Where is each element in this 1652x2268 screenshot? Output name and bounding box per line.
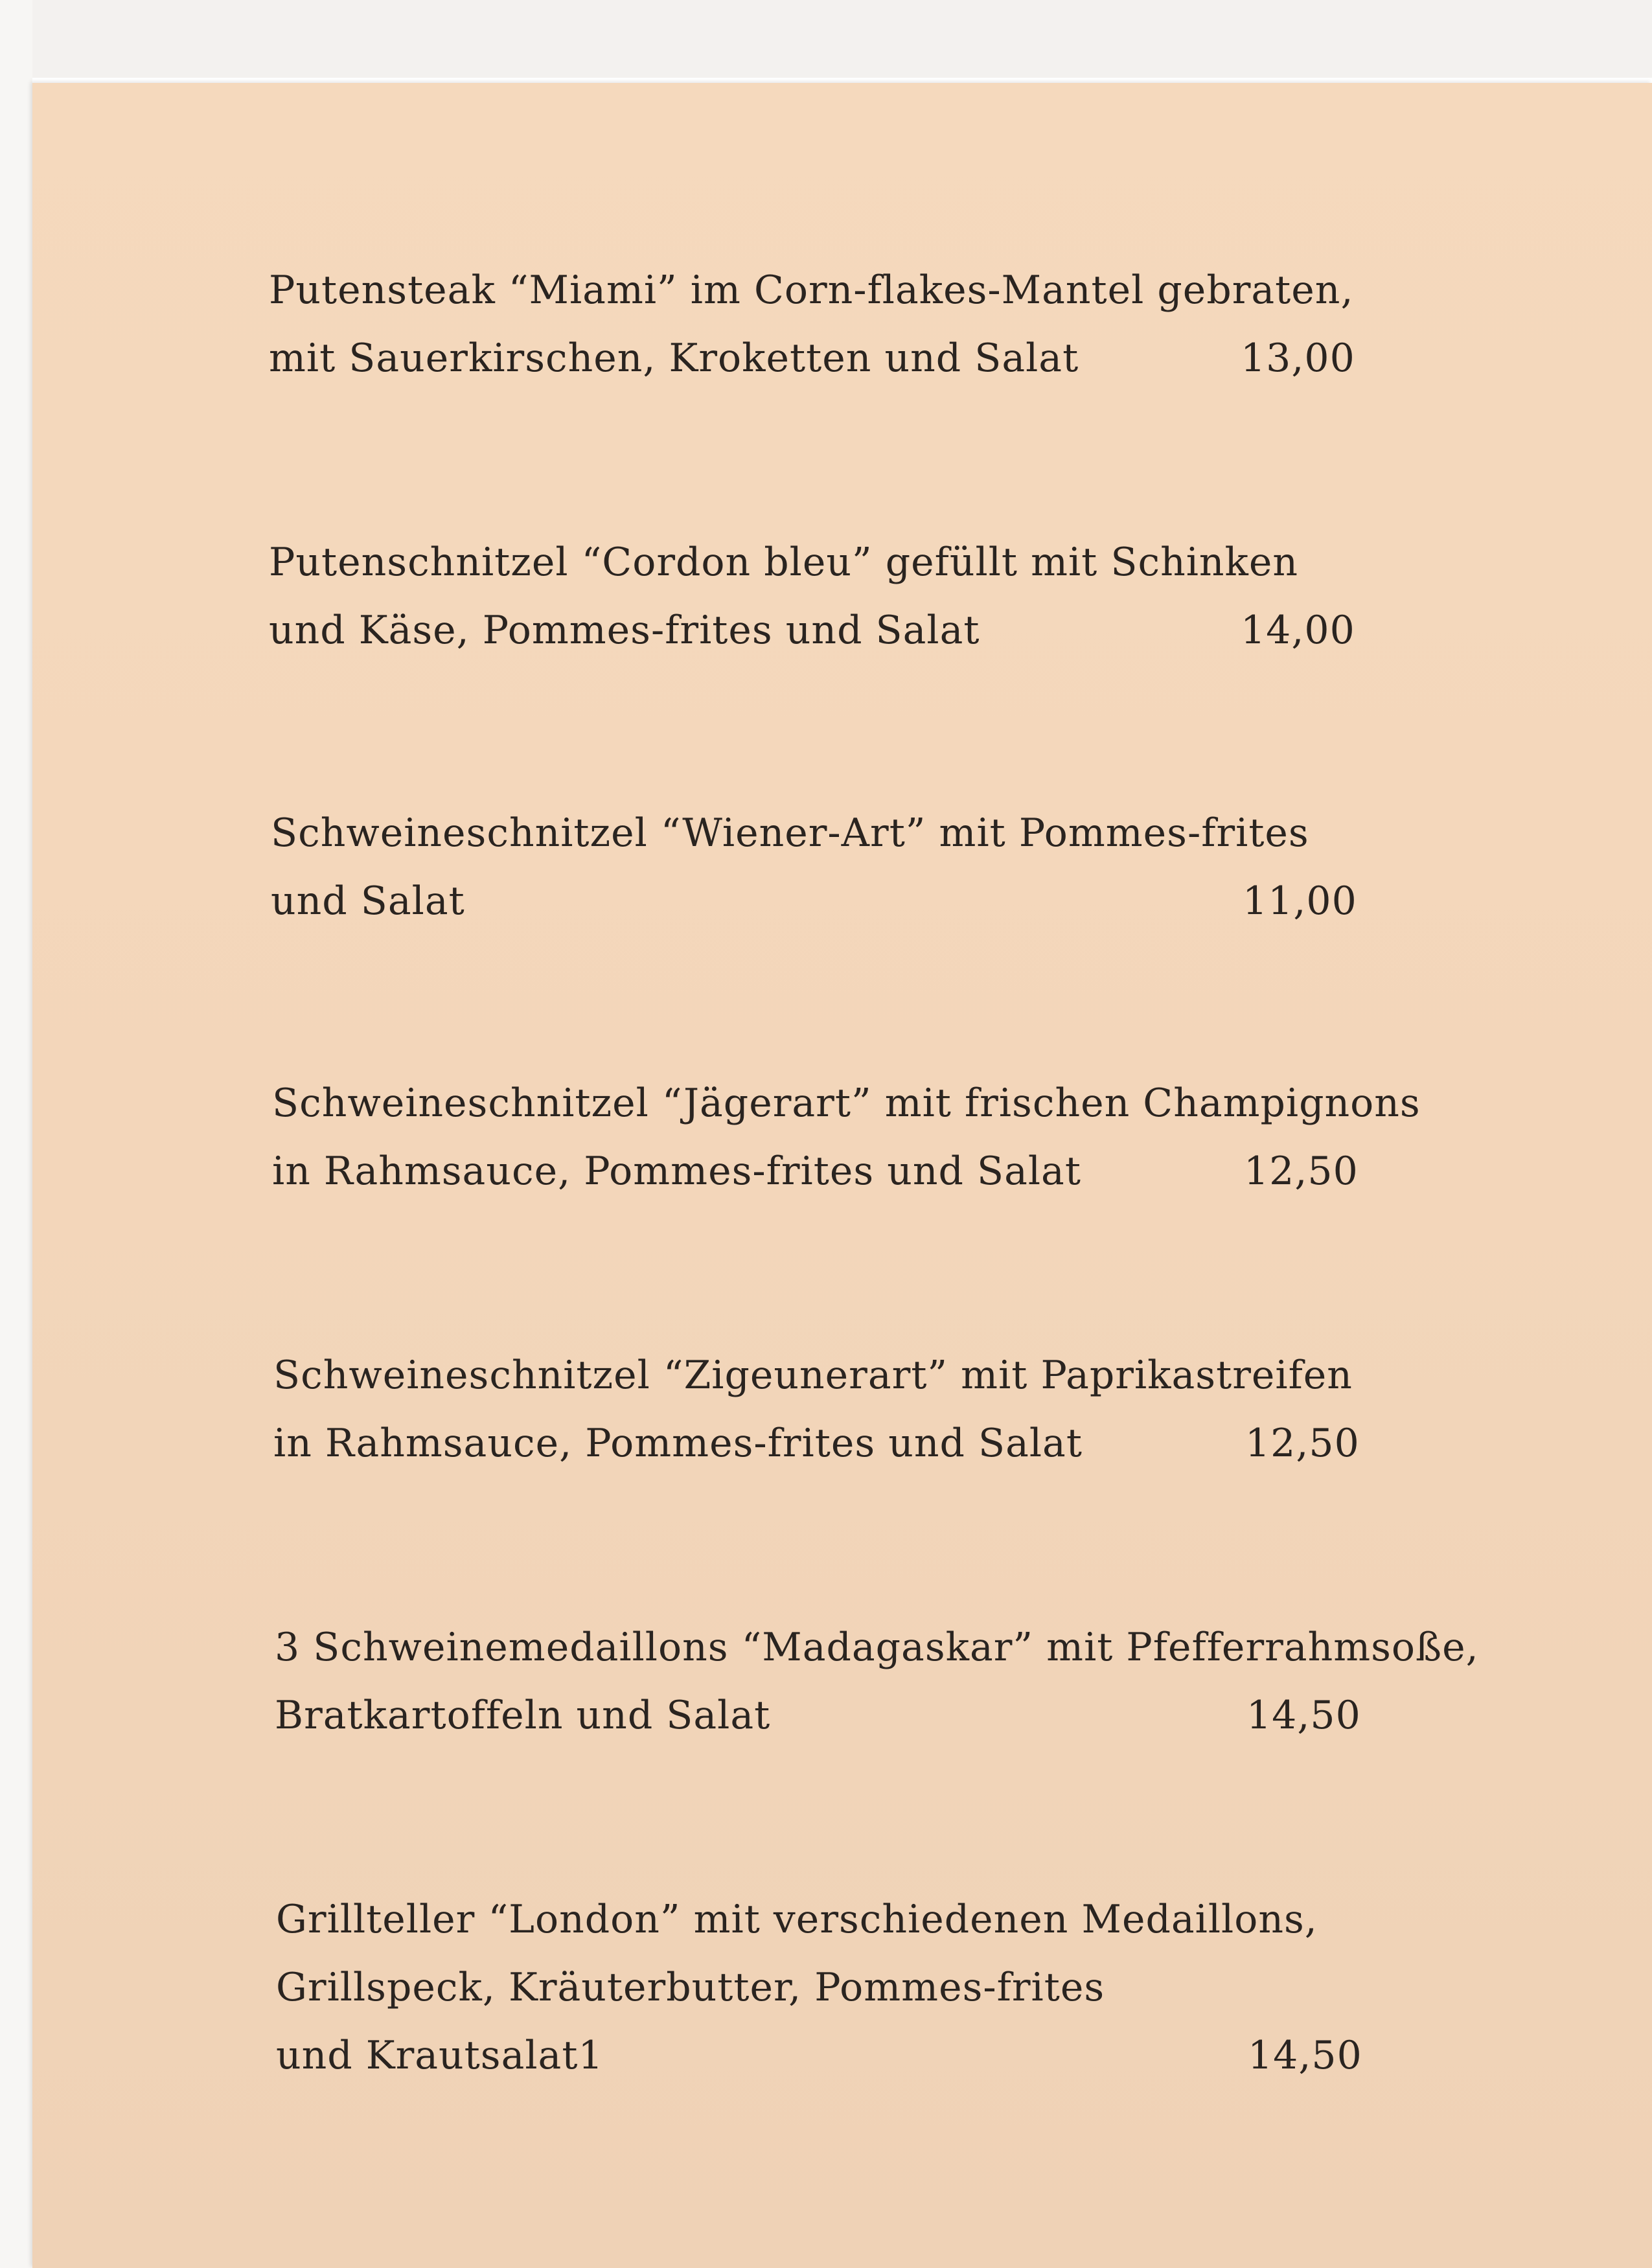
- dish-description-line-1: Schweineschnitzel “Wiener-Art” mit Pommes-frites: [271, 810, 1309, 856]
- dish-description-line-2: in Rahmsauce, Pommes-frites und Salat: [272, 1149, 1081, 1194]
- dish-description-line-2: in Rahmsauce, Pommes-frites und Salat: [273, 1421, 1083, 1466]
- dish-description-line-1: Putenschnitzel “Cordon bleu” gefüllt mit Schinken: [269, 540, 1299, 585]
- scan-background-left: [0, 0, 32, 2268]
- dish-description-line-1: Schweineschnitzel “Jägerart” mit frischen Champignons: [272, 1081, 1421, 1126]
- dish-description-line-2: Grillspeck, Kräuterbutter, Pommes-frites: [276, 1965, 1105, 2010]
- dish-price: 13,00: [1241, 336, 1355, 381]
- dish-price: 14,00: [1241, 608, 1355, 653]
- dish-price: 14,50: [1248, 2033, 1362, 2078]
- dish-price: 12,50: [1244, 1149, 1359, 1194]
- dish-description-line-2: und Salat: [271, 878, 465, 924]
- dish-description-line-1: Grillteller “London” mit verschiedenen Medaillons,: [276, 1897, 1318, 1942]
- dish-description-line-2: und Käse, Pommes-frites und Salat: [269, 608, 980, 653]
- dish-description-line-2: Bratkartoffeln und Salat: [275, 1693, 771, 1738]
- dish-description-line-2: mit Sauerkirschen, Kroketten und Salat: [269, 336, 1079, 381]
- dish-description-line-1: Schweineschnitzel “Zigeunerart” mit Paprikastreifen: [273, 1353, 1353, 1398]
- dish-price: 14,50: [1246, 1693, 1361, 1738]
- scan-background-top: [0, 0, 1652, 78]
- dish-description-line-1: Putensteak “Miami” im Corn-flakes-Mantel gebraten,: [269, 268, 1354, 313]
- dish-price: 12,50: [1245, 1421, 1360, 1466]
- dish-description-line-1: 3 Schweinemedaillons “Madagaskar” mit Pfefferrahmsoße,: [275, 1625, 1479, 1670]
- menu-page: [32, 83, 1652, 2268]
- dish-price: 11,00: [1243, 878, 1357, 924]
- dish-description-line-3: und Krautsalat1: [276, 2033, 604, 2078]
